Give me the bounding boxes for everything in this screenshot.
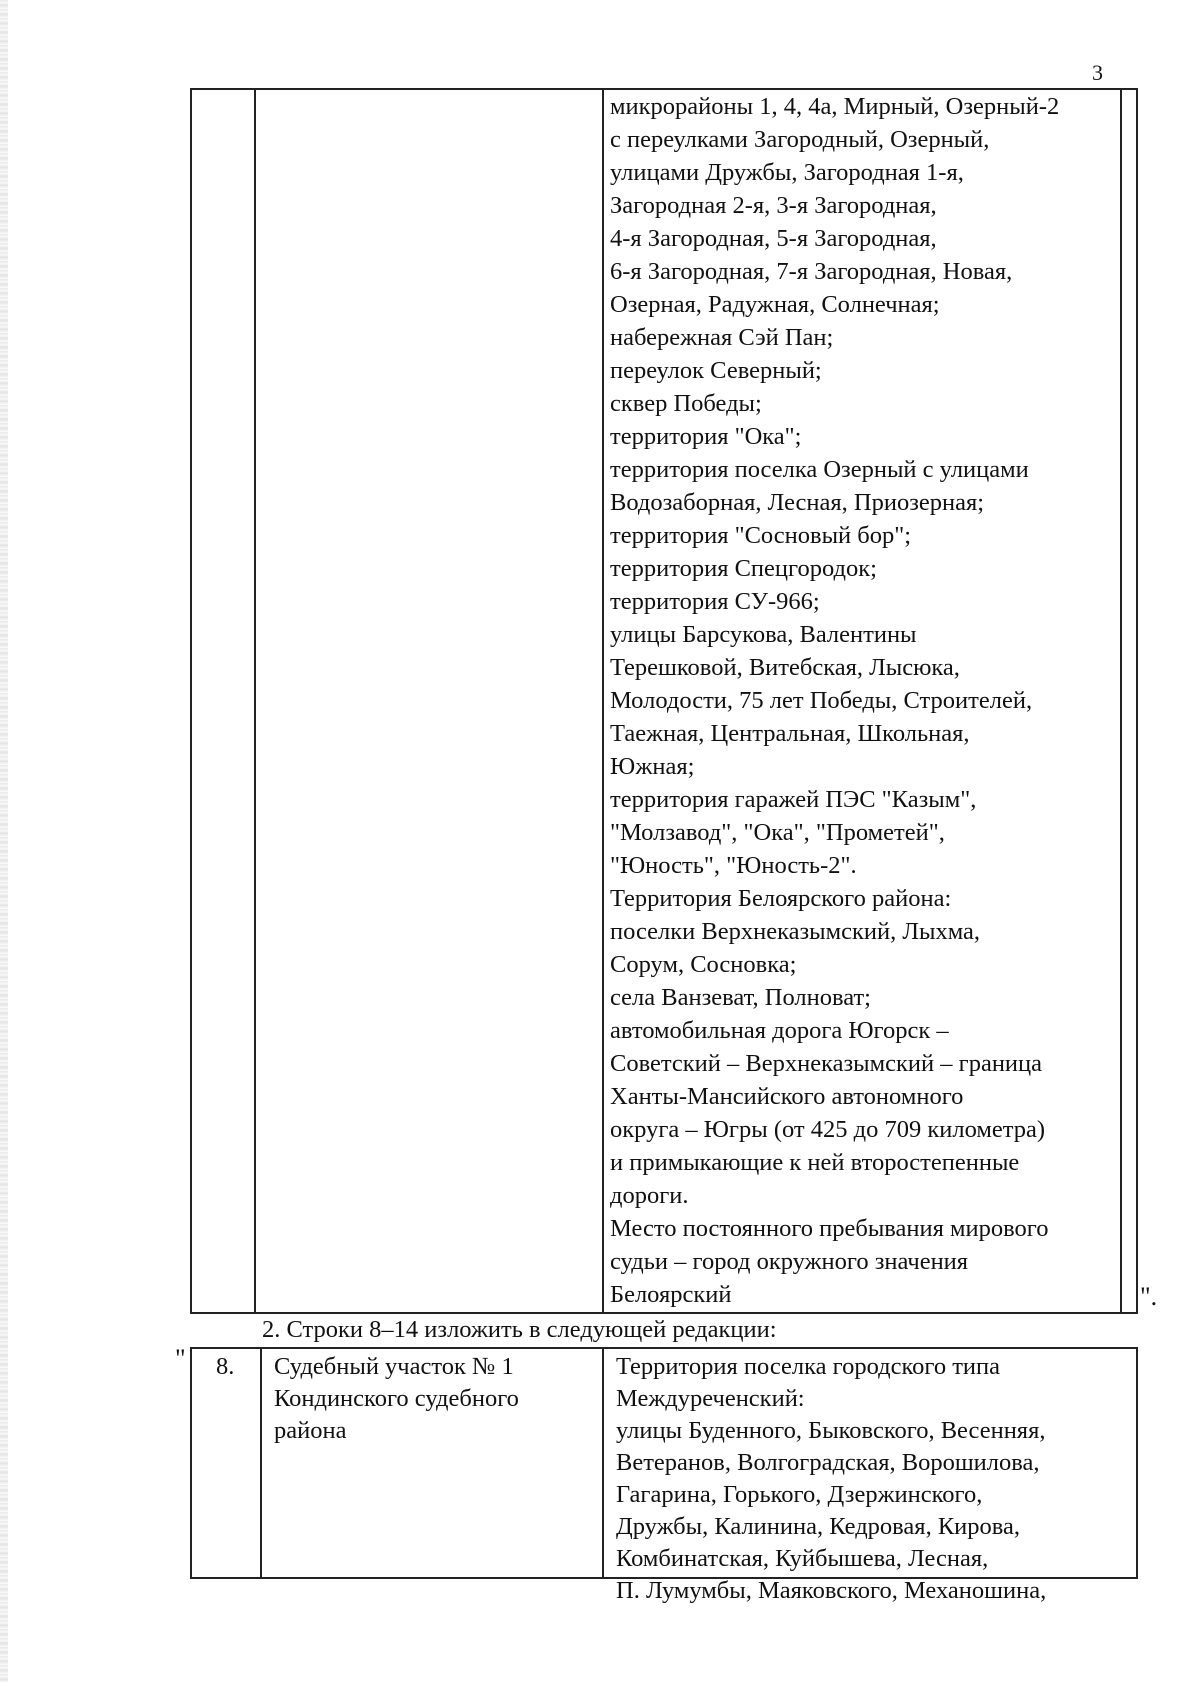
text-line: 6-я Загородная, 7-я Загородная, Новая, — [610, 258, 1013, 285]
text-line: территория СУ-966; — [610, 588, 820, 615]
text-line: дороги. — [610, 1182, 689, 1209]
text-line: Южная; — [610, 753, 695, 780]
text-line: Сорум, Сосновка; — [610, 951, 797, 978]
column-divider — [602, 1347, 604, 1579]
text-line: территория Спецгородок; — [610, 555, 877, 582]
text-line: района — [274, 1417, 347, 1444]
text-line: территория "Ока"; — [610, 423, 802, 450]
text-line: судьи – город окружного значения — [610, 1248, 969, 1275]
text-line: Комбинатская, Куйбышева, Лесная, — [616, 1545, 989, 1572]
text-line: Гагарина, Горького, Дзержинского, — [616, 1481, 983, 1508]
text-line: Терешковой, Витебская, Лысюка, — [610, 654, 960, 681]
text-line: улицы Буденного, Быковского, Весенняя, — [616, 1417, 1046, 1444]
text-line: улицами Дружбы, Загородная 1-я, — [610, 159, 964, 186]
text-line: автомобильная дорога Югорск – — [610, 1017, 949, 1044]
column-divider — [260, 1347, 262, 1579]
text-line: Дружбы, Калинина, Кедровая, Кирова, — [616, 1513, 1021, 1540]
text-line: округа – Югры (от 425 до 709 километра) — [610, 1116, 1046, 1143]
text-line: набережная Сэй Пан; — [610, 324, 834, 351]
text-line: Советский – Верхнеказымский – граница — [610, 1050, 1043, 1077]
text-line: Ханты-Мансийского автономного — [610, 1083, 964, 1110]
text-line: Молодости, 75 лет Победы, Строителей, — [610, 687, 1033, 714]
text-line: микрорайоны 1, 4, 4а, Мирный, Озерный-2 — [610, 93, 1060, 120]
text-line: Кондинского судебного — [274, 1385, 519, 1412]
text-line: поселки Верхнеказымский, Лыхма, — [610, 918, 981, 945]
text-line: Судебный участок № 1 — [274, 1353, 514, 1380]
text-line: улицы Барсукова, Валентины — [610, 621, 917, 648]
text-line: Место постоянного пребывания мирового — [610, 1215, 1049, 1242]
territory-description — [616, 1351, 1046, 1607]
opening-quote: " — [175, 1344, 186, 1373]
text-line: переулок Северный; — [610, 357, 822, 384]
text-line: Междуреченский: — [616, 1385, 805, 1412]
text-line: территория поселка Озерный с улицами — [610, 456, 1029, 483]
text-line: 4-я Загородная, 5-я Загородная, — [610, 225, 937, 252]
text-line: и примыкающие к ней второстепенные — [610, 1149, 1020, 1176]
text-line: Озерная, Радужная, Солнечная; — [610, 291, 940, 318]
column-divider — [1120, 88, 1122, 1314]
text-line: сквер Победы; — [610, 390, 762, 417]
text-line: Таежная, Центральная, Школьная, — [610, 720, 970, 747]
text-line: села Ванзеват, Полноват; — [610, 984, 871, 1011]
closing-quote: ". — [1140, 1282, 1158, 1311]
text-line: "Юность", "Юность-2". — [610, 852, 857, 879]
text-line: Ветеранов, Волгоградская, Ворошилова, — [616, 1449, 1040, 1476]
text-line: Территория поселка городского типа — [616, 1353, 1001, 1380]
text-line: "Молзавод", "Ока", "Прометей", — [610, 819, 945, 846]
territory-description — [610, 90, 1120, 1311]
column-divider — [254, 88, 256, 1314]
amendment-instruction: 2. Строки 8–14 изложить в следующей редакции: — [262, 1316, 777, 1343]
text-line: Территория Белоярского района: — [610, 885, 952, 912]
text-line: территория "Сосновый бор"; — [610, 522, 912, 549]
text-line: территория гаражей ПЭС "Казым", — [610, 786, 977, 813]
text-line: П. Лумумбы, Маяковского, Механошина, — [616, 1577, 1047, 1604]
scan-edge-artifact — [0, 0, 8, 1682]
column-divider — [602, 88, 604, 1314]
page-number: 3 — [1092, 60, 1103, 85]
text-line: Водозаборная, Лесная, Приозерная; — [610, 489, 985, 516]
row-number: 8. — [216, 1353, 235, 1380]
text-line: с переулками Загородный, Озерный, — [610, 126, 990, 153]
new-table-row — [190, 1347, 1138, 1604]
text-line: Белоярский — [610, 1281, 732, 1308]
court-district-name — [274, 1351, 519, 1447]
continued-table-row — [190, 88, 1138, 1314]
text-line: Загородная 2-я, 3-я Загородная, — [610, 192, 937, 219]
